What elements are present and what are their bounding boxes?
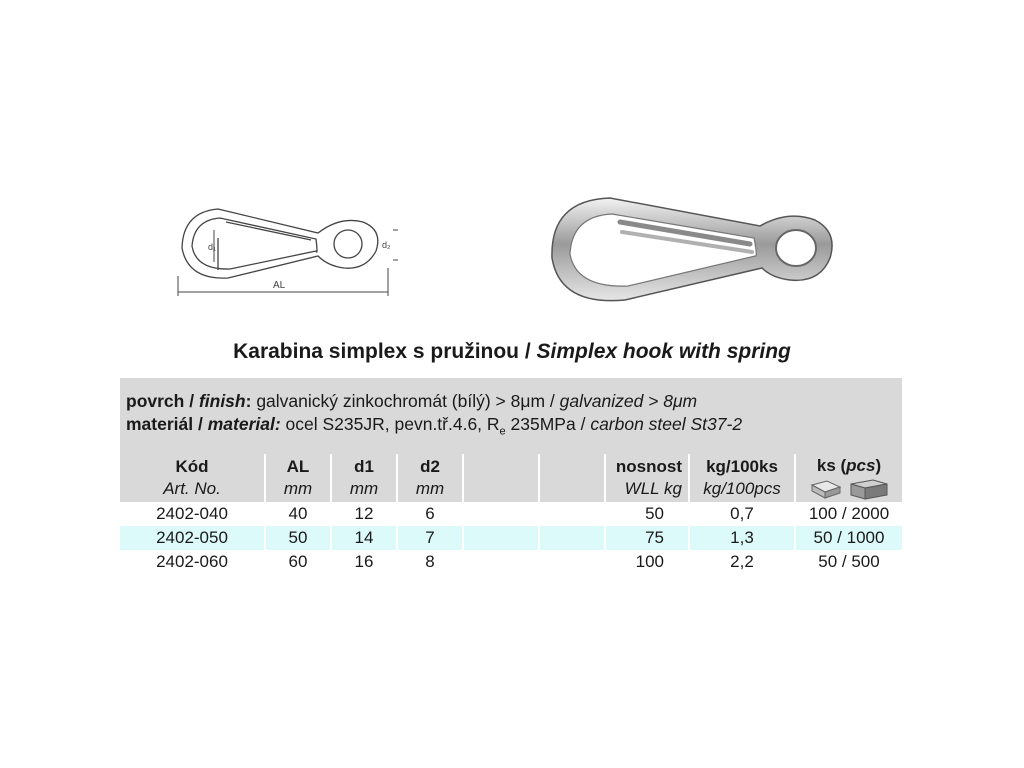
finish-value: galvanický zinkochromát (bílý) > 8μm / galvanized > 8μm [256,391,698,411]
cell-code: 2402-050 [120,526,264,550]
cell-pcs: 50 / 500 [794,550,902,574]
product-table [120,454,902,574]
cell-d2: 6 [396,502,462,526]
cell-d1: 16 [330,550,396,574]
cell-empty [462,502,538,526]
table-header-row [120,454,902,502]
finish-line [126,390,902,413]
finish-label: povrch / finish: [126,391,252,411]
col-header-al: AL mm [264,454,330,502]
title-english: Simplex hook with spring [536,340,791,363]
cell-weight: 2,2 [688,550,794,574]
product-title [0,340,1024,364]
table-row [120,550,902,574]
col-header-empty-1 [462,454,538,502]
cell-weight: 1,3 [688,526,794,550]
cell-wll: 100 [604,550,688,574]
col-header-d1: d1 mm [330,454,396,502]
cell-empty [538,502,604,526]
col-header-weight: kg/100ks kg/100pcs [688,454,794,502]
cell-code: 2402-040 [156,504,228,523]
cell-empty [462,526,538,550]
cell-wll: 50 [604,502,688,526]
cell-al: 40 [264,502,330,526]
hook-technical-drawing [168,196,398,306]
diagram-label-d2: d₂ [382,240,391,250]
cell-weight: 0,7 [688,502,794,526]
cell-al: 60 [264,550,330,574]
cell-empty [538,550,604,574]
cell-d1: 12 [330,502,396,526]
cell-pcs: 100 / 2000 [794,502,902,526]
cell-empty [538,526,604,550]
material-label: materiál / material: [126,414,281,434]
table-row [120,502,902,526]
col-header-empty-2 [538,454,604,502]
box-pack-icon [849,478,889,500]
hook-product-photo [540,188,840,308]
diagram-label-al: AL [273,280,286,291]
cell-empty [462,550,538,574]
col-header-code: Kód Art. No. [120,454,264,502]
material-value: ocel S235JR, pevn.tř.4.6, $R_e$ 235MPa / carbon steel St37-2 [285,414,743,438]
spec-panel [120,378,902,454]
col-header-d2: d2 mm [396,454,462,502]
col-header-pcs: ks (pcs) [794,454,902,502]
col-header-wll: nosnost WLL kg [604,454,688,502]
cell-wll: 75 [604,526,688,550]
cell-code: 2402-060 [156,552,228,571]
diagram-label-d1: d₁ [208,242,217,252]
cell-d2: 8 [396,550,462,574]
cell-pcs: 50 / 1000 [794,526,902,550]
small-pack-icon [809,479,843,499]
cell-al: 50 [264,526,330,550]
title-czech: Karabina simplex s pružinou / [233,340,531,363]
table-row [120,526,902,550]
cell-d1: 14 [330,526,396,550]
material-line [126,413,902,444]
cell-d2: 7 [396,526,462,550]
